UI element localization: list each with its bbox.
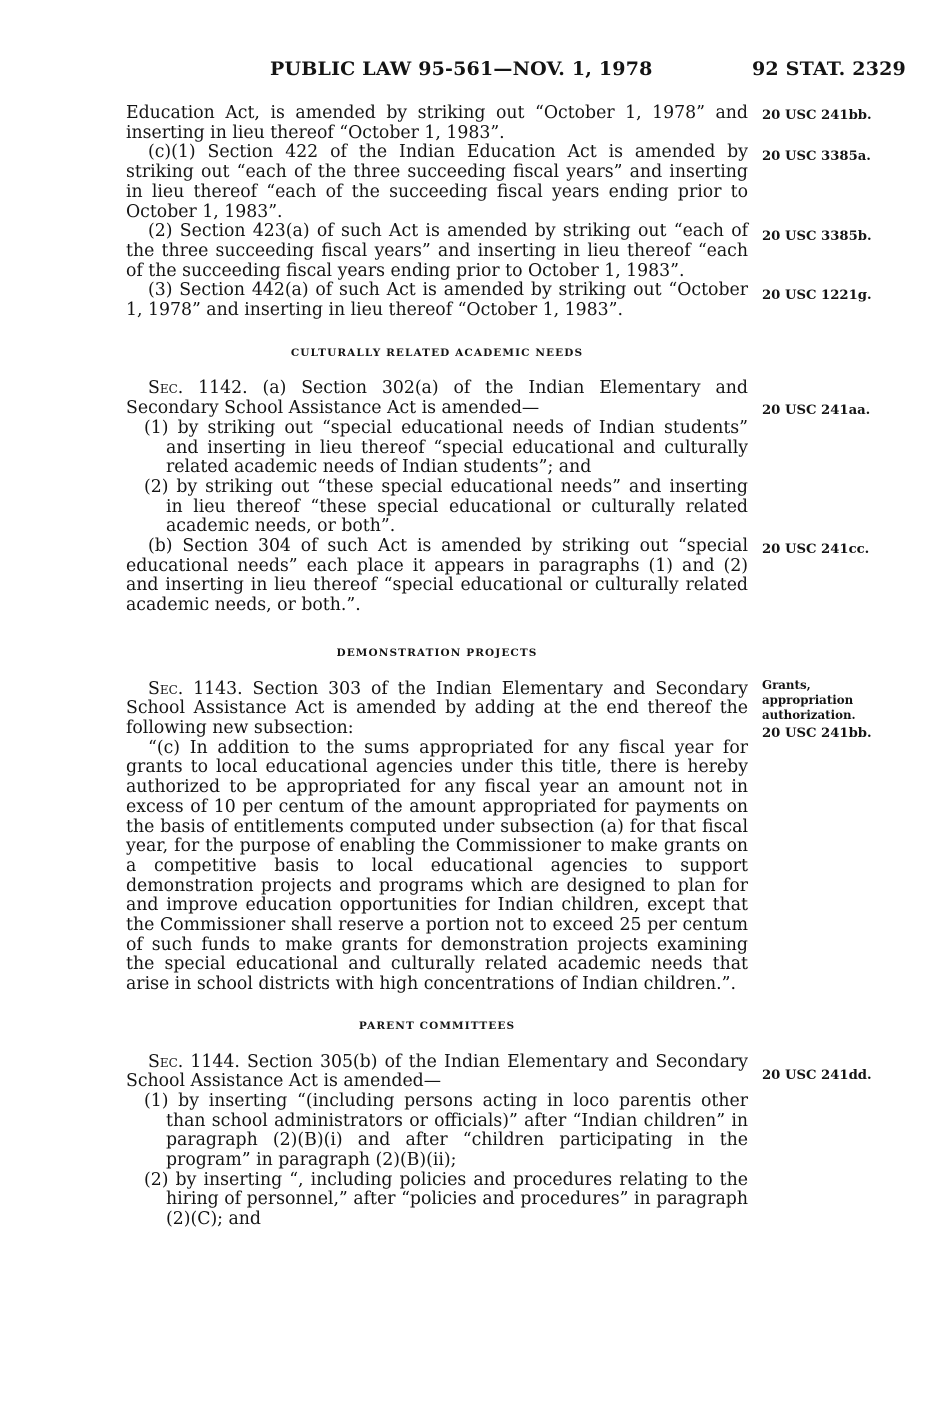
margin-citation: 20 USC 241aa.: [762, 403, 871, 418]
section-paragraph: [126, 379, 748, 418]
margin-citation: 20 USC 3385b.: [762, 229, 872, 244]
section-label: Sec. 1144.: [148, 1051, 240, 1072]
margin-note-appropriation: appropriation: [762, 693, 854, 707]
paragraph: (c)(1) Section 422 of the Indian Education Act is amended by striking out “each of the three succeeding fiscal years” and inserting in lieu thereof “each of the succeeding fiscal years ending prior to October 1, 1983”.: [126, 142, 748, 222]
list-item: (1) by striking out “special educational needs of Indian students” and inserting in lieu thereof “special educational and culturally related academic needs of Indian students”; and: [144, 417, 748, 478]
paragraph: (2) Section 423(a) of such Act is amended by striking out “each of the three succeeding fiscal years” and inserting in lieu thereof “each of the succeeding fiscal years ending prior to October 1, 1983”.: [126, 221, 748, 281]
running-header-title: PUBLIC LAW 95-561—NOV. 1, 1978: [270, 58, 653, 80]
margin-citation: 20 USC 241bb.: [762, 108, 872, 123]
section-label: Sec. 1142.: [148, 378, 248, 399]
margin-citation: 20 USC 1221g.: [762, 288, 872, 303]
section-label: Sec. 1143.: [148, 678, 243, 699]
section-text: (a) Section 302(a) of the Indian Elementary and Secondary School Assistance Act is amended—: [126, 378, 748, 419]
running-header-page-ref: 92 STAT. 2329: [752, 58, 906, 80]
margin-note-authorization: authorization.: [762, 708, 856, 722]
list-item: (2) by inserting “, including policies and procedures relating to the hiring of personnel,” after “policies and procedures” in paragraph (2)(C); and: [144, 1169, 748, 1230]
section-text: Section 305(b) of the Indian Elementary and Secondary School Assistance Act is amended—: [126, 1051, 748, 1092]
section-text: Section 303 of the Indian Elementary and Secondary School Assistance Act is amended by adding at the end thereof the following new subsection:: [126, 678, 748, 738]
list-item: (2) by striking out “these special educational needs” and inserting in lieu thereof “these special educational or culturally related academic needs, or both”.: [144, 476, 748, 537]
margin-note-grants: Grants,: [762, 678, 811, 692]
paragraph: (3) Section 442(a) of such Act is amended by striking out “October 1, 1978” and inserting in lieu thereof “October 1, 1983”.: [126, 280, 748, 321]
list-item: (1) by inserting “(including persons acting in loco parentis other than school administrators or officials)” after “Indian children” in paragraph (2)(B)(i) and after “children participating in the program” in paragraph (2)(B)(ii);: [144, 1090, 748, 1171]
body-text: [126, 104, 748, 1230]
section-paragraph: [126, 1053, 748, 1092]
quoted-subsection: “(c) In addition to the sums appropriated for any fiscal year for grants to local educational agencies under this title, there is hereby authorized to be appropriated for any fiscal year an amount not in excess of 10 per centum of the amount appropriated for payments on the basis of entitlements computed under subsection (a) for that fiscal year, for the purpose of enabling the Commissioner to make grants on a competitive basis to local educational agencies to support demonstration projects and programs which are designed to plan for and improve education opportunities for Indian children, except that the Commissioner shall reserve a portion not to exceed 25 per centum of such funds to make grants for demonstration projects examining the special educational and culturally related academic needs that arise in school districts with high concentrations of Indian children.”.: [126, 737, 748, 995]
section-heading: DEMONSTRATION PROJECTS: [336, 646, 538, 659]
section-heading: PARENT COMMITTEES: [358, 1019, 516, 1032]
margin-citation: 20 USC 241dd.: [762, 1068, 872, 1083]
paragraph: (b) Section 304 of such Act is amended by striking out “special educational needs” each place it appears in paragraphs (1) and (2) and inserting in lieu thereof “special educational or culturally related academic needs, or both.”.: [126, 536, 748, 616]
paragraph: Education Act, is amended by striking out “October 1, 1978” and inserting in lieu thereof “October 1, 1983”.: [126, 103, 748, 143]
margin-citation: 20 USC 241cc.: [762, 542, 870, 557]
margin-citation: 20 USC 241bb.: [762, 726, 872, 741]
section-heading: CULTURALLY RELATED ACADEMIC NEEDS: [290, 346, 584, 359]
section-paragraph: [126, 680, 748, 739]
margin-citation: 20 USC 3385a.: [762, 149, 871, 164]
